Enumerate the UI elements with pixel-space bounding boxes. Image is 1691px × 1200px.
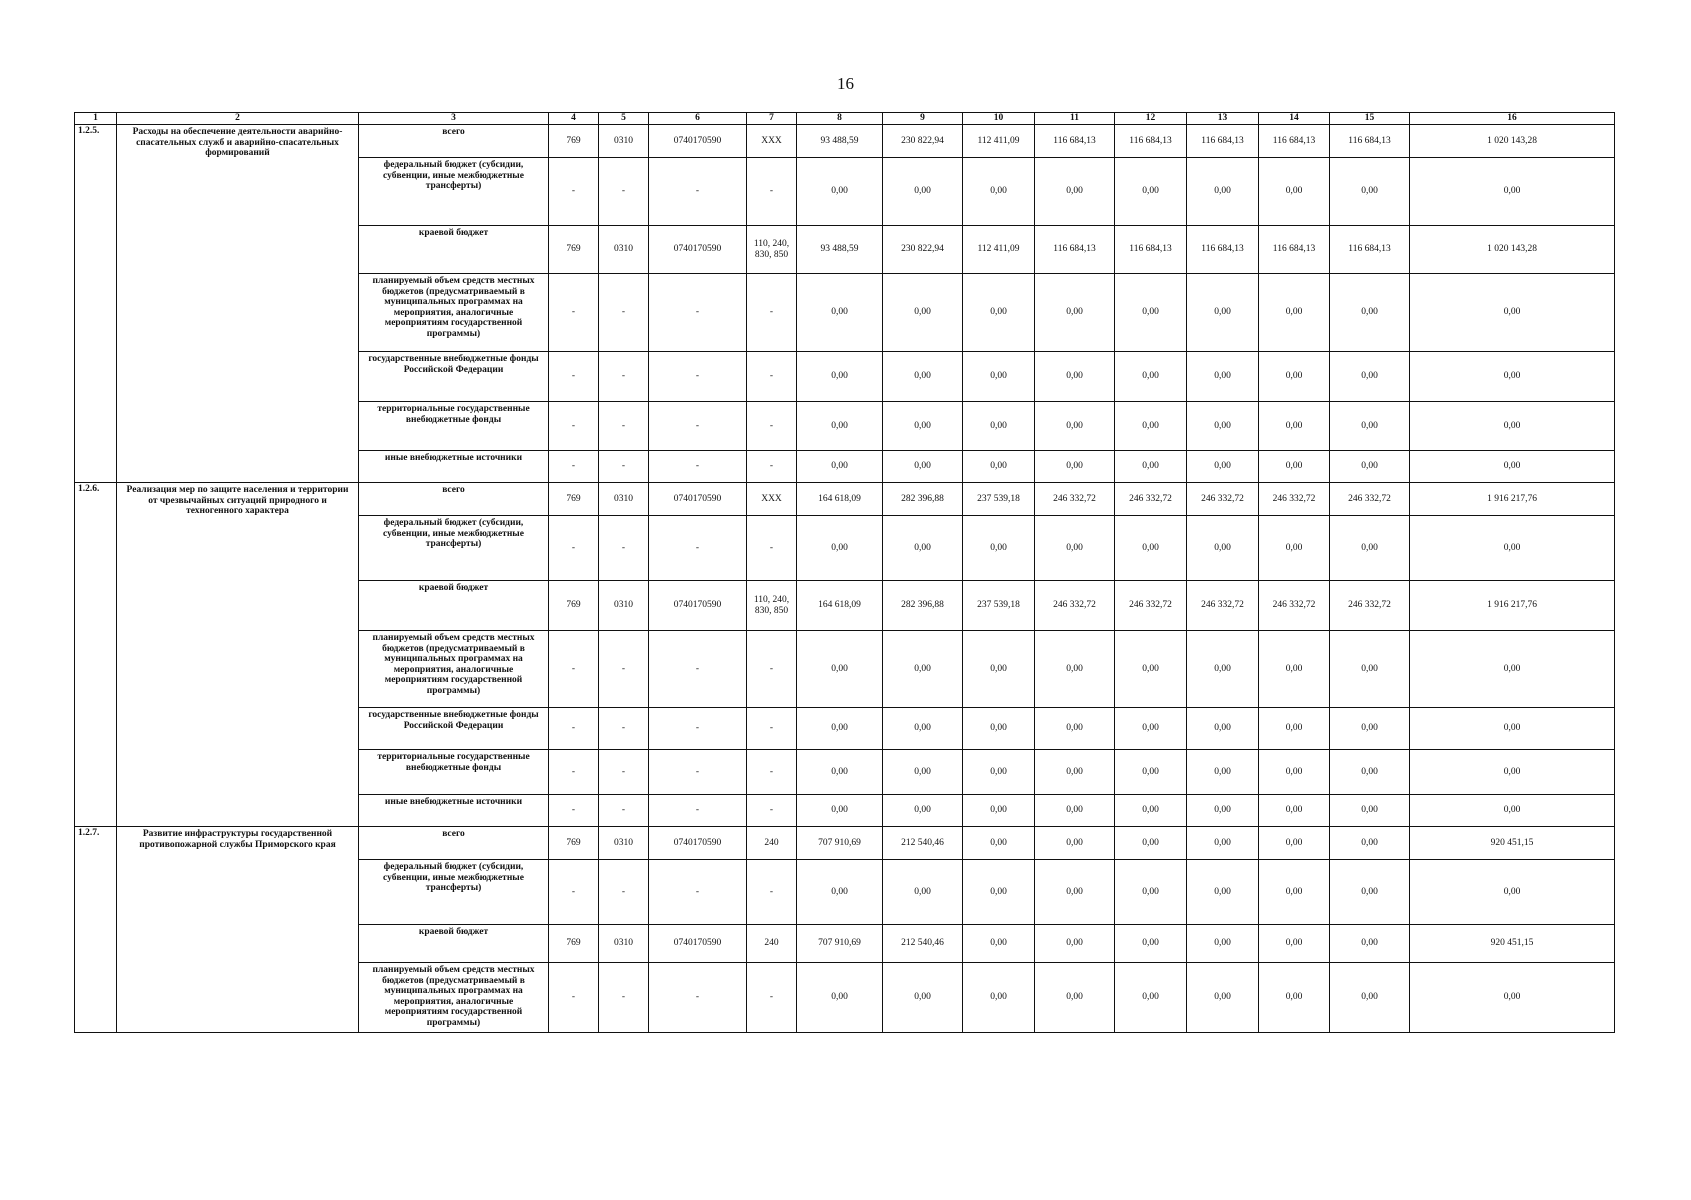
cell-col-5: - [599,631,649,708]
cell-col-8: 0,00 [797,158,883,226]
cell-col-14: 246 332,72 [1259,581,1330,631]
cell-col-5: - [599,516,649,581]
cell-col-15: 0,00 [1330,827,1410,860]
cell-col-13: 0,00 [1187,631,1259,708]
cell-col-7: - [747,963,797,1033]
cell-col-11: 0,00 [1035,827,1115,860]
budget-table-sheet [74,112,1614,1033]
cell-col-11: 0,00 [1035,451,1115,483]
cell-col-9: 230 822,94 [883,125,963,158]
cell-col-8: 0,00 [797,750,883,795]
cell-col-14: 0,00 [1259,451,1330,483]
cell-col-6: 0740170590 [649,827,747,860]
cell-col-15: 0,00 [1330,516,1410,581]
funding-source: территориальные государственные внебюджетные фонды [359,750,549,795]
funding-source: всего [359,125,549,158]
column-header-2: 2 [117,113,359,125]
cell-col-9: 282 396,88 [883,483,963,516]
item-number: 1.2.6. [75,483,117,827]
cell-col-11: 0,00 [1035,631,1115,708]
cell-col-16: 0,00 [1410,795,1615,827]
cell-col-4: - [549,274,599,352]
cell-col-12: 0,00 [1115,860,1187,925]
cell-col-14: 0,00 [1259,827,1330,860]
cell-col-14: 0,00 [1259,631,1330,708]
item-name: Развитие инфраструктуры государственной противопожарной службы Приморского края [117,827,359,1033]
cell-col-16: 0,00 [1410,708,1615,750]
cell-col-15: 246 332,72 [1330,581,1410,631]
cell-col-11: 0,00 [1035,516,1115,581]
cell-col-4: - [549,750,599,795]
cell-col-15: 116 684,13 [1330,226,1410,274]
cell-col-13: 0,00 [1187,795,1259,827]
table-row [75,125,1615,158]
cell-col-9: 0,00 [883,516,963,581]
cell-col-8: 0,00 [797,795,883,827]
cell-col-6: 0740170590 [649,226,747,274]
column-header-7: 7 [747,113,797,125]
cell-col-10: 0,00 [963,451,1035,483]
funding-source: краевой бюджет [359,925,549,963]
funding-source: территориальные государственные внебюджетные фонды [359,402,549,451]
cell-col-5: - [599,402,649,451]
cell-col-15: 0,00 [1330,925,1410,963]
cell-col-14: 0,00 [1259,795,1330,827]
cell-col-5: 0310 [599,226,649,274]
cell-col-10: 0,00 [963,352,1035,402]
cell-col-15: 0,00 [1330,451,1410,483]
cell-col-16: 920 451,15 [1410,827,1615,860]
funding-source: иные внебюджетные источники [359,795,549,827]
item-number: 1.2.7. [75,827,117,1033]
cell-col-16: 1 020 143,28 [1410,226,1615,274]
cell-col-15: 0,00 [1330,860,1410,925]
cell-col-9: 0,00 [883,708,963,750]
cell-col-11: 0,00 [1035,158,1115,226]
cell-col-6: - [649,963,747,1033]
column-header-6: 6 [649,113,747,125]
cell-col-10: 112 411,09 [963,226,1035,274]
cell-col-8: 0,00 [797,860,883,925]
cell-col-6: - [649,708,747,750]
cell-col-7: 110, 240, 830, 850 [747,226,797,274]
cell-col-7: - [747,451,797,483]
cell-col-10: 0,00 [963,274,1035,352]
cell-col-7: - [747,750,797,795]
cell-col-15: 0,00 [1330,631,1410,708]
cell-col-8: 0,00 [797,708,883,750]
cell-col-16: 920 451,15 [1410,925,1615,963]
cell-col-14: 0,00 [1259,516,1330,581]
cell-col-12: 116 684,13 [1115,125,1187,158]
cell-col-7: - [747,352,797,402]
cell-col-7: XXX [747,125,797,158]
column-header-9: 9 [883,113,963,125]
cell-col-6: - [649,860,747,925]
cell-col-10: 0,00 [963,750,1035,795]
cell-col-4: 769 [549,125,599,158]
cell-col-10: 0,00 [963,402,1035,451]
cell-col-10: 0,00 [963,158,1035,226]
cell-col-10: 0,00 [963,860,1035,925]
cell-col-13: 0,00 [1187,451,1259,483]
cell-col-12: 0,00 [1115,795,1187,827]
column-header-13: 13 [1187,113,1259,125]
cell-col-6: - [649,795,747,827]
cell-col-4: 769 [549,925,599,963]
column-header-4: 4 [549,113,599,125]
cell-col-16: 1 916 217,76 [1410,483,1615,516]
cell-col-13: 0,00 [1187,963,1259,1033]
cell-col-13: 0,00 [1187,827,1259,860]
cell-col-14: 116 684,13 [1259,125,1330,158]
cell-col-6: - [649,750,747,795]
cell-col-11: 0,00 [1035,925,1115,963]
cell-col-12: 0,00 [1115,963,1187,1033]
cell-col-11: 246 332,72 [1035,581,1115,631]
cell-col-7: - [747,860,797,925]
cell-col-15: 116 684,13 [1330,125,1410,158]
cell-col-4: - [549,795,599,827]
cell-col-7: - [747,274,797,352]
cell-col-10: 0,00 [963,963,1035,1033]
cell-col-12: 0,00 [1115,274,1187,352]
cell-col-10: 237 539,18 [963,483,1035,516]
cell-col-6: - [649,274,747,352]
cell-col-7: - [747,158,797,226]
cell-col-14: 116 684,13 [1259,226,1330,274]
cell-col-8: 0,00 [797,402,883,451]
cell-col-15: 0,00 [1330,750,1410,795]
cell-col-13: 0,00 [1187,402,1259,451]
cell-col-12: 0,00 [1115,352,1187,402]
cell-col-10: 0,00 [963,827,1035,860]
cell-col-16: 0,00 [1410,274,1615,352]
cell-col-15: 0,00 [1330,402,1410,451]
column-header-1: 1 [75,113,117,125]
cell-col-12: 0,00 [1115,925,1187,963]
cell-col-11: 116 684,13 [1035,125,1115,158]
cell-col-12: 0,00 [1115,516,1187,581]
cell-col-11: 0,00 [1035,750,1115,795]
cell-col-7: - [747,516,797,581]
cell-col-9: 0,00 [883,963,963,1033]
cell-col-5: 0310 [599,581,649,631]
cell-col-7: 240 [747,827,797,860]
cell-col-8: 0,00 [797,631,883,708]
cell-col-5: - [599,795,649,827]
cell-col-16: 1 020 143,28 [1410,125,1615,158]
cell-col-15: 0,00 [1330,795,1410,827]
column-header-5: 5 [599,113,649,125]
cell-col-6: - [649,451,747,483]
cell-col-12: 246 332,72 [1115,581,1187,631]
item-number: 1.2.5. [75,125,117,483]
cell-col-6: 0740170590 [649,483,747,516]
cell-col-12: 0,00 [1115,708,1187,750]
cell-col-4: - [549,708,599,750]
cell-col-9: 0,00 [883,352,963,402]
cell-col-12: 0,00 [1115,827,1187,860]
cell-col-10: 0,00 [963,516,1035,581]
cell-col-7: - [747,402,797,451]
cell-col-16: 0,00 [1410,860,1615,925]
cell-col-10: 237 539,18 [963,581,1035,631]
cell-col-14: 0,00 [1259,402,1330,451]
cell-col-4: 769 [549,581,599,631]
cell-col-7: 240 [747,925,797,963]
cell-col-5: - [599,352,649,402]
cell-col-5: 0310 [599,483,649,516]
cell-col-14: 0,00 [1259,708,1330,750]
cell-col-4: - [549,860,599,925]
cell-col-15: 0,00 [1330,352,1410,402]
cell-col-5: - [599,750,649,795]
cell-col-14: 0,00 [1259,925,1330,963]
cell-col-5: - [599,274,649,352]
funding-source: краевой бюджет [359,226,549,274]
funding-source: планируемый объем средств местных бюджетов (предусматриваемый в муниципальных программах на мероприятия, аналогичные мероприятиям государственной программы) [359,631,549,708]
cell-col-5: - [599,451,649,483]
cell-col-4: 769 [549,483,599,516]
cell-col-10: 112 411,09 [963,125,1035,158]
cell-col-6: 0740170590 [649,125,747,158]
cell-col-13: 0,00 [1187,516,1259,581]
cell-col-11: 0,00 [1035,402,1115,451]
cell-col-7: - [747,631,797,708]
cell-col-16: 0,00 [1410,352,1615,402]
funding-source: федеральный бюджет (субсидии, субвенции, иные межбюджетные трансферты) [359,860,549,925]
cell-col-13: 0,00 [1187,708,1259,750]
cell-col-13: 0,00 [1187,925,1259,963]
cell-col-15: 0,00 [1330,708,1410,750]
cell-col-8: 93 488,59 [797,125,883,158]
cell-col-6: - [649,402,747,451]
funding-source: всего [359,827,549,860]
cell-col-15: 0,00 [1330,963,1410,1033]
funding-source: краевой бюджет [359,581,549,631]
funding-source: всего [359,483,549,516]
cell-col-11: 0,00 [1035,963,1115,1033]
cell-col-5: - [599,963,649,1033]
column-header-3: 3 [359,113,549,125]
cell-col-5: 0310 [599,125,649,158]
cell-col-13: 0,00 [1187,274,1259,352]
cell-col-4: 769 [549,827,599,860]
cell-col-11: 0,00 [1035,860,1115,925]
funding-source: планируемый объем средств местных бюджетов (предусматриваемый в муниципальных программах на мероприятия, аналогичные мероприятиям государственной программы) [359,274,549,352]
cell-col-11: 116 684,13 [1035,226,1115,274]
cell-col-16: 0,00 [1410,451,1615,483]
cell-col-13: 116 684,13 [1187,226,1259,274]
cell-col-4: - [549,631,599,708]
column-header-8: 8 [797,113,883,125]
cell-col-11: 0,00 [1035,274,1115,352]
table-row [75,827,1615,860]
table-body [75,125,1615,1033]
cell-col-16: 0,00 [1410,963,1615,1033]
cell-col-10: 0,00 [963,708,1035,750]
cell-col-9: 0,00 [883,158,963,226]
cell-col-12: 0,00 [1115,631,1187,708]
cell-col-6: - [649,631,747,708]
cell-col-8: 0,00 [797,274,883,352]
budget-table [74,112,1615,1033]
cell-col-5: - [599,860,649,925]
funding-source: государственные внебюджетные фонды Российской Федерации [359,708,549,750]
cell-col-14: 0,00 [1259,158,1330,226]
column-header-row [75,113,1615,125]
cell-col-12: 246 332,72 [1115,483,1187,516]
cell-col-9: 282 396,88 [883,581,963,631]
cell-col-8: 0,00 [797,352,883,402]
cell-col-9: 0,00 [883,631,963,708]
cell-col-4: - [549,516,599,581]
cell-col-9: 212 540,46 [883,925,963,963]
cell-col-8: 0,00 [797,516,883,581]
cell-col-14: 0,00 [1259,963,1330,1033]
cell-col-10: 0,00 [963,631,1035,708]
cell-col-6: 0740170590 [649,581,747,631]
cell-col-5: - [599,708,649,750]
cell-col-16: 1 916 217,76 [1410,581,1615,631]
column-header-14: 14 [1259,113,1330,125]
cell-col-9: 0,00 [883,274,963,352]
item-name: Расходы на обеспечение деятельности аварийно-спасательных служб и аварийно-спасательных формирований [117,125,359,483]
cell-col-9: 0,00 [883,402,963,451]
cell-col-12: 0,00 [1115,451,1187,483]
cell-col-7: 110, 240, 830, 850 [747,581,797,631]
cell-col-8: 0,00 [797,963,883,1033]
column-header-10: 10 [963,113,1035,125]
cell-col-5: 0310 [599,827,649,860]
cell-col-8: 93 488,59 [797,226,883,274]
cell-col-7: XXX [747,483,797,516]
cell-col-8: 707 910,69 [797,925,883,963]
page-number: 16 [837,74,854,93]
cell-col-7: - [747,795,797,827]
cell-col-11: 0,00 [1035,795,1115,827]
cell-col-16: 0,00 [1410,158,1615,226]
funding-source: федеральный бюджет (субсидии, субвенции, иные межбюджетные трансферты) [359,516,549,581]
cell-col-9: 212 540,46 [883,827,963,860]
cell-col-4: - [549,402,599,451]
column-header-16: 16 [1410,113,1615,125]
cell-col-13: 0,00 [1187,750,1259,795]
cell-col-8: 707 910,69 [797,827,883,860]
cell-col-9: 0,00 [883,451,963,483]
cell-col-12: 0,00 [1115,402,1187,451]
cell-col-4: 769 [549,226,599,274]
cell-col-15: 0,00 [1330,274,1410,352]
cell-col-7: - [747,708,797,750]
cell-col-13: 0,00 [1187,860,1259,925]
cell-col-6: - [649,352,747,402]
funding-source: государственные внебюджетные фонды Российской Федерации [359,352,549,402]
cell-col-10: 0,00 [963,925,1035,963]
cell-col-13: 0,00 [1187,352,1259,402]
item-name: Реализация мер по защите населения и территории от чрезвычайных ситуаций природного и техногенного характера [117,483,359,827]
cell-col-4: - [549,352,599,402]
cell-col-15: 0,00 [1330,158,1410,226]
cell-col-8: 0,00 [797,451,883,483]
cell-col-6: - [649,516,747,581]
cell-col-4: - [549,963,599,1033]
funding-source: планируемый объем средств местных бюджетов (предусматриваемый в муниципальных программах на мероприятия, аналогичные мероприятиям государственной программы) [359,963,549,1033]
cell-col-8: 164 618,09 [797,581,883,631]
cell-col-12: 116 684,13 [1115,226,1187,274]
cell-col-16: 0,00 [1410,402,1615,451]
cell-col-11: 246 332,72 [1035,483,1115,516]
cell-col-15: 246 332,72 [1330,483,1410,516]
cell-col-9: 230 822,94 [883,226,963,274]
cell-col-9: 0,00 [883,795,963,827]
funding-source: иные внебюджетные источники [359,451,549,483]
cell-col-5: 0310 [599,925,649,963]
cell-col-14: 246 332,72 [1259,483,1330,516]
cell-col-12: 0,00 [1115,750,1187,795]
cell-col-14: 0,00 [1259,274,1330,352]
cell-col-16: 0,00 [1410,750,1615,795]
cell-col-14: 0,00 [1259,352,1330,402]
cell-col-6: 0740170590 [649,925,747,963]
funding-source: федеральный бюджет (субсидии, субвенции, иные межбюджетные трансферты) [359,158,549,226]
cell-col-4: - [549,451,599,483]
cell-col-16: 0,00 [1410,516,1615,581]
cell-col-9: 0,00 [883,860,963,925]
cell-col-10: 0,00 [963,795,1035,827]
cell-col-13: 0,00 [1187,158,1259,226]
cell-col-12: 0,00 [1115,158,1187,226]
column-header-15: 15 [1330,113,1410,125]
column-header-12: 12 [1115,113,1187,125]
cell-col-13: 116 684,13 [1187,125,1259,158]
table-row [75,483,1615,516]
cell-col-6: - [649,158,747,226]
column-header-11: 11 [1035,113,1115,125]
cell-col-11: 0,00 [1035,352,1115,402]
cell-col-13: 246 332,72 [1187,483,1259,516]
cell-col-14: 0,00 [1259,860,1330,925]
cell-col-14: 0,00 [1259,750,1330,795]
cell-col-16: 0,00 [1410,631,1615,708]
cell-col-11: 0,00 [1035,708,1115,750]
cell-col-13: 246 332,72 [1187,581,1259,631]
cell-col-9: 0,00 [883,750,963,795]
cell-col-8: 164 618,09 [797,483,883,516]
cell-col-4: - [549,158,599,226]
cell-col-5: - [599,158,649,226]
